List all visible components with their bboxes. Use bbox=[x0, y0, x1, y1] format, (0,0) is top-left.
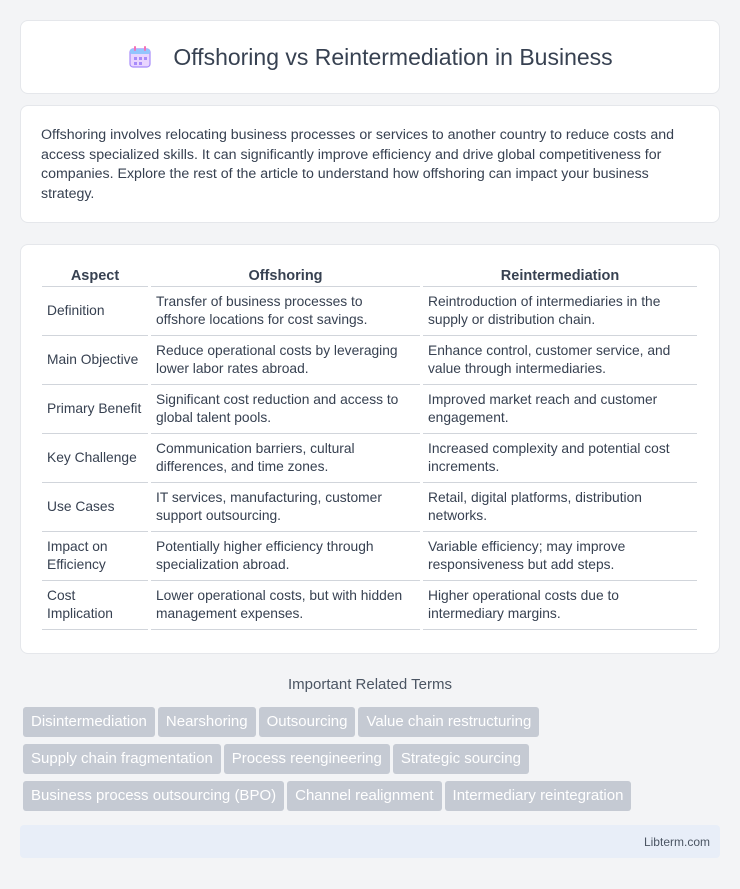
row-reintermediation: Retail, digital platforms, distribution networks. bbox=[423, 483, 697, 532]
table-row bbox=[42, 385, 697, 434]
related-term-tag[interactable]: Disintermediation bbox=[23, 707, 155, 737]
table-row bbox=[42, 287, 697, 336]
footer bbox=[20, 825, 720, 858]
row-offshoring: Communication barriers, cultural differences, and time zones. bbox=[151, 434, 420, 483]
row-aspect: Cost Implication bbox=[42, 581, 148, 630]
row-aspect: Impact on Efficiency bbox=[42, 532, 148, 581]
related-term-tag[interactable]: Supply chain fragmentation bbox=[23, 744, 221, 774]
row-aspect: Definition bbox=[42, 287, 148, 336]
row-aspect: Main Objective bbox=[42, 336, 148, 385]
header-aspect: Aspect bbox=[42, 265, 148, 287]
header-offshoring: Offshoring bbox=[151, 265, 420, 287]
row-reintermediation: Higher operational costs due to intermediary margins. bbox=[423, 581, 697, 630]
intro-text: Offshoring involves relocating business processes or services to another country to reduce costs and access specialized skills. It can significantly improve efficiency and drive global competitiveness for companies. Explore the rest of the article to understand how offshoring can impact your business strategy. bbox=[41, 127, 674, 202]
table-row bbox=[42, 434, 697, 483]
table-row bbox=[42, 336, 697, 385]
table-row bbox=[42, 483, 697, 532]
title-card bbox=[20, 20, 720, 94]
related-terms-title: Important Related Terms bbox=[288, 676, 452, 693]
row-offshoring: IT services, manufacturing, customer support outsourcing. bbox=[151, 483, 420, 532]
row-offshoring: Potentially higher efficiency through specialization abroad. bbox=[151, 532, 420, 581]
related-term-tag[interactable]: Process reengineering bbox=[224, 744, 390, 774]
related-term-tag[interactable]: Channel realignment bbox=[287, 781, 441, 811]
row-reintermediation: Improved market reach and customer engagement. bbox=[423, 385, 697, 434]
row-aspect: Key Challenge bbox=[42, 434, 148, 483]
row-offshoring: Significant cost reduction and access to global talent pools. bbox=[151, 385, 420, 434]
related-term-tag[interactable]: Outsourcing bbox=[259, 707, 356, 737]
row-reintermediation: Variable efficiency; may improve responsiveness but add steps. bbox=[423, 532, 697, 581]
related-term-tag[interactable]: Value chain restructuring bbox=[358, 707, 539, 737]
table-row bbox=[42, 581, 697, 630]
related-terms-list bbox=[23, 707, 713, 818]
comparison-table bbox=[39, 265, 700, 630]
table-row bbox=[42, 532, 697, 581]
row-reintermediation: Enhance control, customer service, and value through intermediaries. bbox=[423, 336, 697, 385]
row-aspect: Primary Benefit bbox=[42, 385, 148, 434]
intro-card bbox=[20, 105, 720, 223]
page-title: Offshoring vs Reintermediation in Business bbox=[173, 43, 613, 70]
header-reintermediation: Reintermediation bbox=[423, 265, 697, 287]
related-term-tag[interactable]: Nearshoring bbox=[158, 707, 256, 737]
calendar-icon bbox=[127, 44, 153, 70]
related-term-tag[interactable]: Business process outsourcing (BPO) bbox=[23, 781, 284, 811]
row-offshoring: Reduce operational costs by leveraging lower labor rates abroad. bbox=[151, 336, 420, 385]
row-reintermediation: Increased complexity and potential cost increments. bbox=[423, 434, 697, 483]
comparison-table-card bbox=[20, 244, 720, 654]
footer-site-link[interactable]: Libterm.com bbox=[643, 835, 710, 849]
row-reintermediation: Reintroduction of intermediaries in the supply or distribution chain. bbox=[423, 287, 697, 336]
table-header-row bbox=[42, 265, 697, 287]
related-term-tag[interactable]: Intermediary reintegration bbox=[445, 781, 632, 811]
related-term-tag[interactable]: Strategic sourcing bbox=[393, 744, 529, 774]
row-aspect: Use Cases bbox=[42, 483, 148, 532]
row-offshoring: Lower operational costs, but with hidden management expenses. bbox=[151, 581, 420, 630]
row-offshoring: Transfer of business processes to offshore locations for cost savings. bbox=[151, 287, 420, 336]
